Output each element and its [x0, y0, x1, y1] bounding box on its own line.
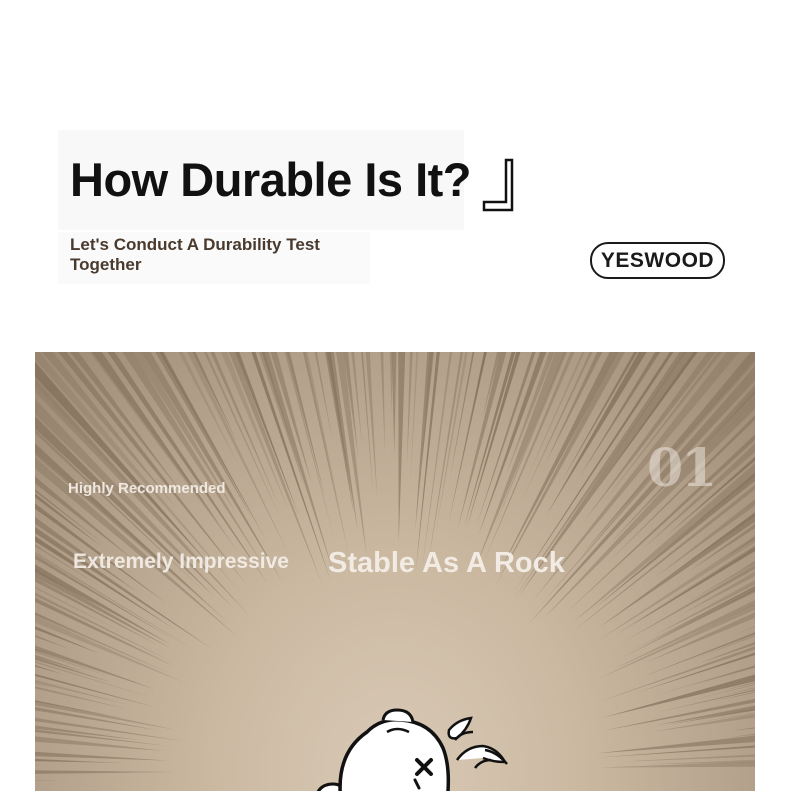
corner-bracket-icon	[480, 156, 514, 214]
hero-tag: Highly Recommended	[68, 480, 226, 497]
hero-banner	[35, 352, 755, 791]
step-number: 01	[647, 438, 716, 499]
dizzy-mascot-icon	[297, 702, 537, 791]
brand-badge: YESWOOD	[590, 242, 725, 279]
hero-phrase-right: Stable As A Rock	[328, 547, 565, 579]
page-title: How Durable Is It?	[70, 153, 471, 206]
hero-phrase-left: Extremely Impressive	[73, 550, 289, 573]
page-subtitle: Let's Conduct A Durability Test Together	[70, 235, 320, 274]
